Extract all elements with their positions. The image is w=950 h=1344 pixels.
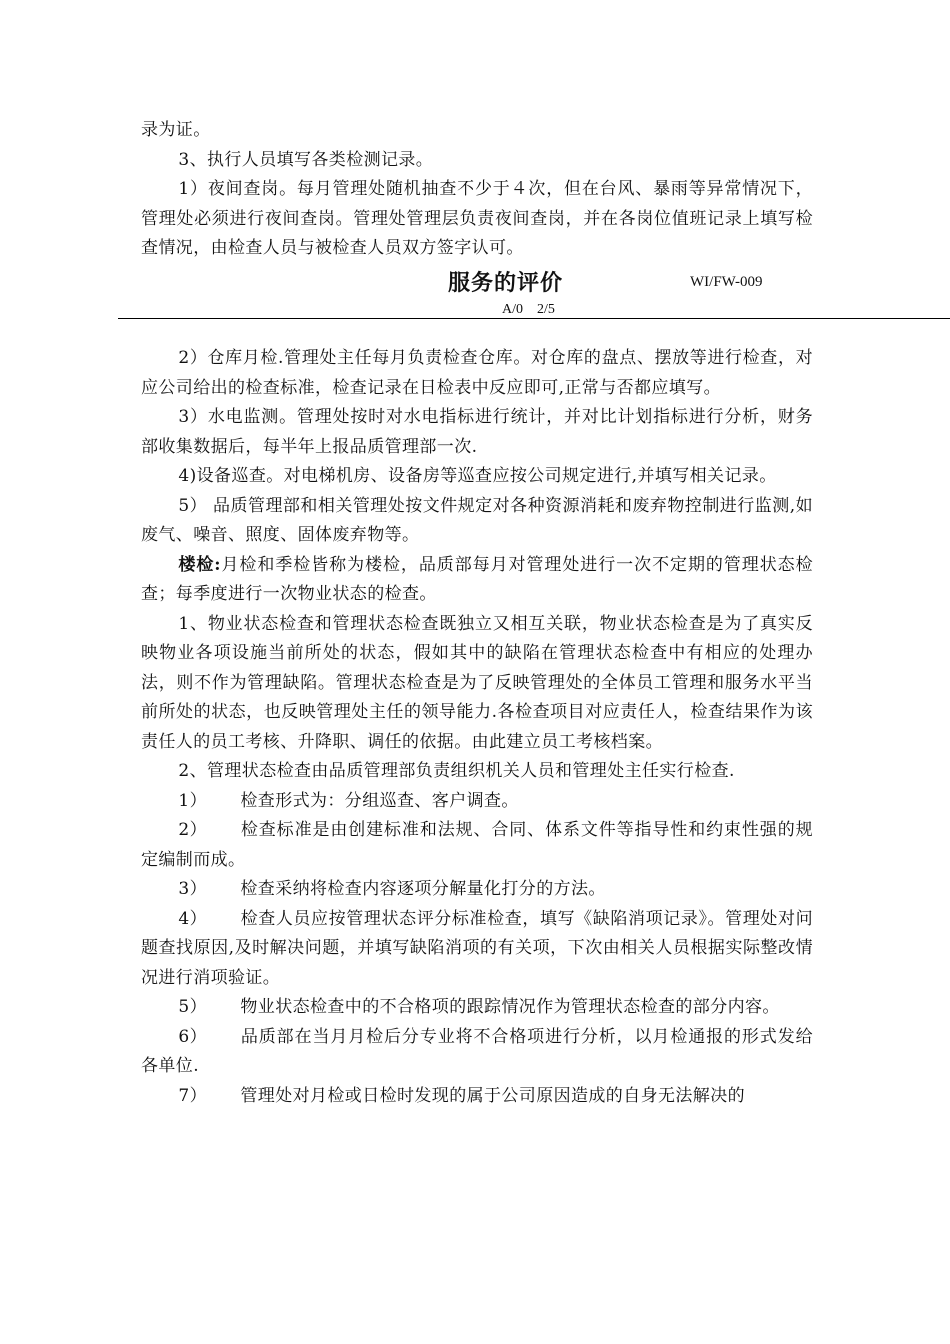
item-number: 6） xyxy=(178,1026,208,1047)
item-text: 品质部在当月月检后分专业将不合格项进行分析，以月检通报的形式发给各单位. xyxy=(141,1026,813,1076)
paragraph-status-check-relation: 1、物业状态检查和管理状态检查既独立又相互关联，物业状态检查是为了真实反映物业各项设施当前所处的状态，假如其中的缺陷在管理状态检查中有相应的处理办法，则不作为管理缺陷。管理状态检查是为了反映管理处的全体员工管理和服务水平当前所处的状态，也反映管理处主任的领导能力.各检查项目对应责任人，检查结果作为该责任人的员工考核、升降职、调任的依据。由此建立员工考核档案。 xyxy=(141,613,813,752)
paragraph-continuation: 录为证。 xyxy=(141,120,211,140)
item-number: 1） xyxy=(178,790,208,811)
paragraph-text: 品质管理部和相关管理处按文件规定对各种资源消耗和废弃物控制进行监测,如废气、噪音、照度、固体废弃物等。 xyxy=(141,495,813,545)
paragraph-resource-monitoring xyxy=(141,492,813,551)
item-number: 5） xyxy=(178,495,208,516)
item-number: 4） xyxy=(178,908,208,929)
revision-page-number: A/0 2/5 xyxy=(502,302,555,317)
paragraph-building-check xyxy=(141,551,813,610)
paragraph-utility-monitoring: 3）水电监测。管理处按时对水电指标进行统计，并对比计划指标进行分析，财务部收集数据后，每半年上报品质管理部一次. xyxy=(141,407,813,457)
top-text-section xyxy=(141,116,813,264)
header-divider xyxy=(118,318,950,319)
paragraph-equipment-patrol: 4)设备巡查。对电梯机房、设备房等巡查应按公司规定进行,并填写相关记录。 xyxy=(178,466,777,486)
list-item xyxy=(141,1082,813,1112)
item-number: 5） xyxy=(178,997,208,1017)
item-number: 2） xyxy=(178,820,208,840)
item-text: 检查采纳将检查内容逐项分解量化打分的方法。 xyxy=(240,879,606,899)
item-text: 检查标准是由创建标准和法规、合同、体系文件等指导性和约束性强的规定编制而成。 xyxy=(141,820,813,870)
page-header-title: 服务的评价 xyxy=(448,270,564,296)
item-text: 物业状态检查中的不合格项的跟踪情况作为管理状态检查的部分内容。 xyxy=(240,997,780,1017)
list-item xyxy=(141,993,813,1023)
list-item xyxy=(141,816,813,875)
paragraph-management-check: 2、管理状态检查由品质管理部负责组织机关人员和管理处主任实行检查. xyxy=(178,761,735,781)
list-item xyxy=(141,1023,813,1082)
list-item xyxy=(141,787,813,817)
paragraph-night-check: 1）夜间查岗。每月管理处随机抽查不少于４次，但在台风、暴雨等异常情况下，管理处必须进行夜间查岗。管理处管理层负责夜间查岗，并在各岗位值班记录上填写检查情况，由检查人员与被检查人员双方签字认可。 xyxy=(141,179,813,258)
paragraph-warehouse-check: 2）仓库月检.管理处主任每月负责检查仓库。对仓库的盘点、摆放等进行检查，对应公司给出的检查标准，检查记录在日检表中反应即可,正常与否都应填写。 xyxy=(141,348,813,398)
document-code: WI/FW-009 xyxy=(690,274,763,290)
bold-term: 楼检: xyxy=(178,554,221,575)
item-number: 7） xyxy=(178,1085,208,1106)
item-text: 检查形式为：分组巡查、客户调查。 xyxy=(240,790,519,811)
paragraph-text: 月检和季检皆称为楼检，品质部每月对管理处进行一次不定期的管理状态检查；每季度进行一次物业状态的检查。 xyxy=(141,554,813,604)
list-item xyxy=(141,875,813,905)
paragraph-record-step-3: 3、执行人员填写各类检测记录。 xyxy=(178,149,434,170)
item-number: 3） xyxy=(178,879,208,899)
list-item xyxy=(141,905,813,994)
item-text: 管理处对月检或日检时发现的属于公司原因造成的自身无法解决的 xyxy=(240,1085,745,1106)
item-text: 检查人员应按管理状态评分标准检查，填写《缺陷消项记录》。管理处对问题查找原因,及时解决问题，并填写缺陷消项的有关项，下次由相关人员根据实际整改情况进行消项验证。 xyxy=(141,908,813,988)
main-text-section xyxy=(141,344,813,1111)
